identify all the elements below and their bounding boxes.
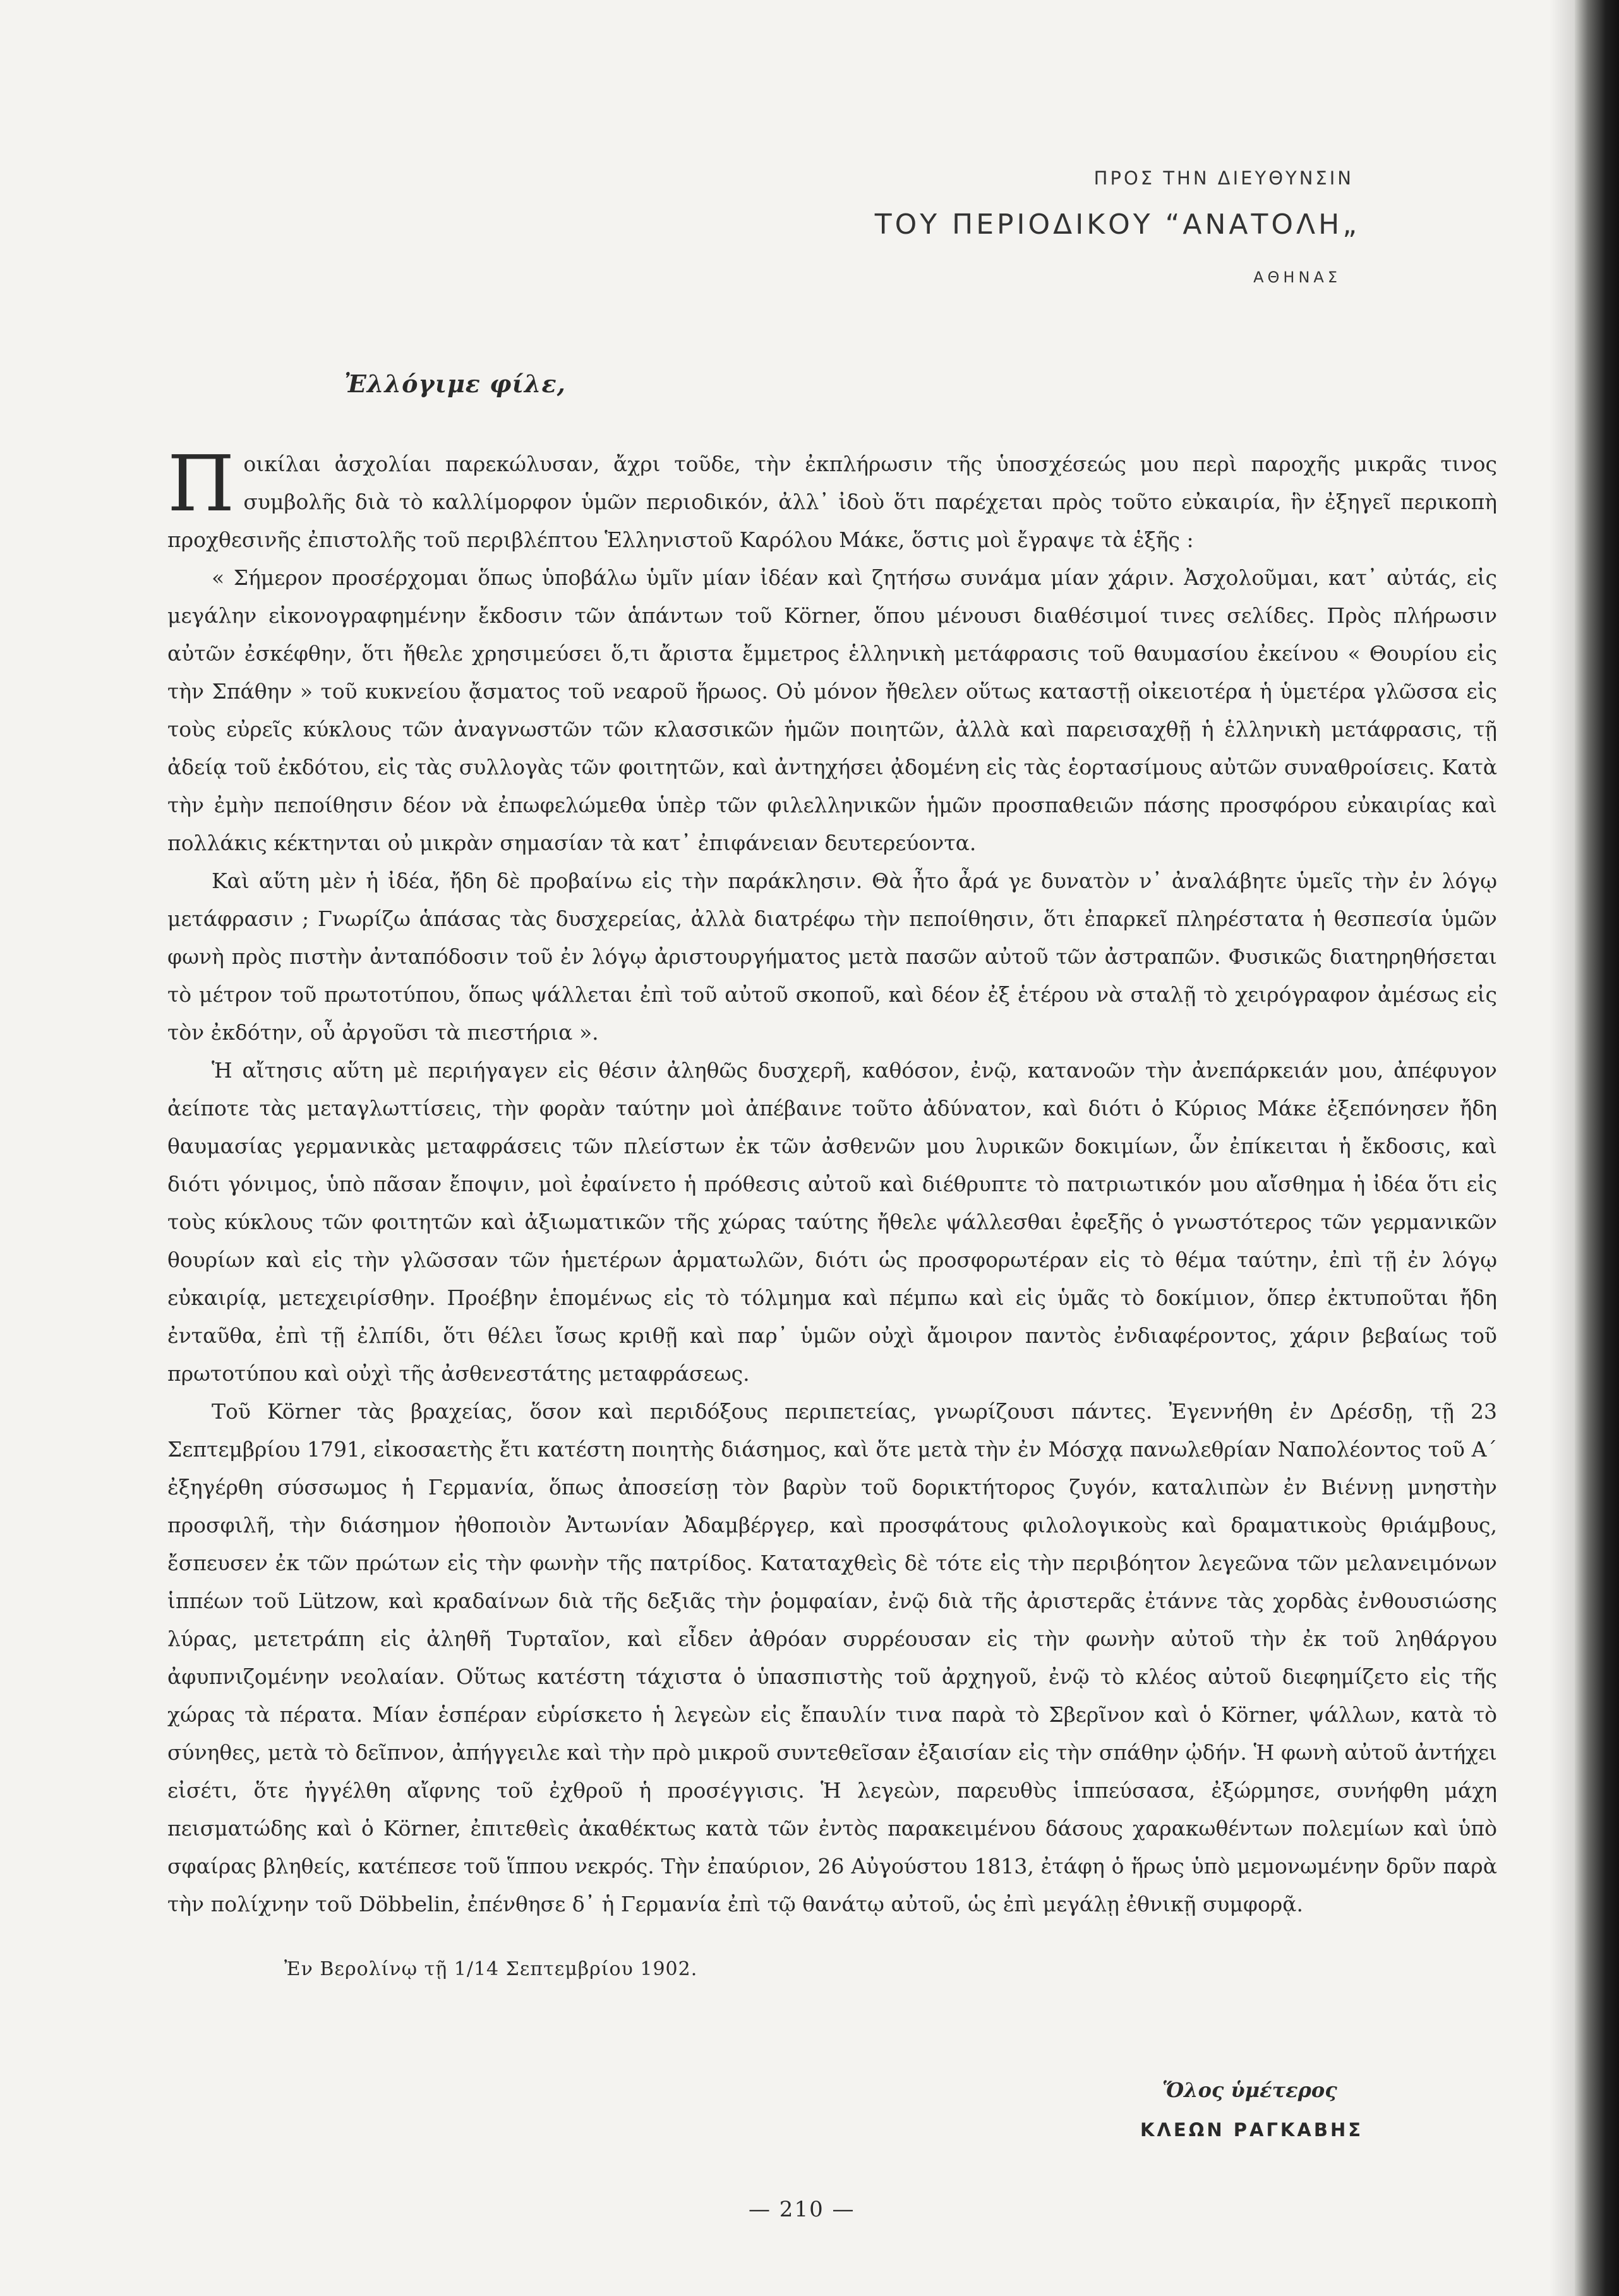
dateline: Ἐν Βερολίνῳ τῇ 1/14 Σεπτεμβρίου 1902. — [284, 1958, 698, 1980]
letter-body — [167, 439, 1497, 1923]
paragraph-3: Καὶ αὕτη μὲν ἡ ἰδέα, ἤδη δὲ προβαίνω εἰς τὴν παράκλησιν. Θὰ ἦτο ἆρά γε δυνατὸν ν᾽ ἀναλάβητε ὑμεῖς τὴν ἐν λόγῳ μετάφρασιν ; Γνωρίζω ἁπάσας τὰς δυσχερείας, ἀλλὰ διατρέφω τὴν πεποίθησιν, ὅτι ἐπαρκεῖ πληρέστατα ἡ θεσπεσία ὑμῶν φωνὴ πρὸς πιστὴν ἀνταπόδοσιν τοῦ ἐν λόγῳ ἀριστουργήματος μετὰ πασῶν αὐτοῦ τῶν ἀστραπῶν. Φυσικῶς διατηρηθήσεται τὸ μέτρον τοῦ πρωτοτύπου, ὅπως ψάλλεται ἐπὶ τοῦ αὐτοῦ σκοποῦ, καὶ δέον ἐξ ἑτέρου νὰ σταλῇ τὸ χειρόγραφον ἀμέσως εἰς τὸν ἐκδότην, οὗ ἀργοῦσι τὰ πιεστήρια ». — [167, 869, 1497, 1045]
salutation: Ἐλλόγιμε φίλε, — [344, 370, 566, 398]
paragraph-5: Τοῦ Körner τὰς βραχείας, ὅσον καὶ περιδόξους περιπετείας, γνωρίζουσι πάντες. Ἐγεννήθη ἐν Δρέσδῃ, τῇ 23 Σεπτεμβρίου 1791, εἰκοσαετὴς ἔτι κατέστη ποιητὴς διάσημος, καὶ ὅτε μετὰ τὴν ἐν Μόσχᾳ πανωλεθρίαν Ναπολέοντος τοῦ Α´ ἐξηγέρθη σύσσωμος ἡ Γερμανία, ὅπως ἀποσείσῃ τὸν βαρὺν τοῦ δορικτήτορος ζυγόν, καταλιπὼν ἐν Βιέννῃ μνηστὴν προσφιλῆ, τὴν διάσημον ἠθοποιὸν Ἀντωνίαν Ἀδαμβέργερ, καὶ προσφάτους φιλολογικοὺς καὶ δραματικοὺς θριάμβους, ἔσπευσεν ἐκ τῶν πρώτων εἰς τὴν φωνὴν τῆς πατρίδος. Καταταχθεὶς δὲ τότε εἰς τὴν περιβόητον λεγεῶνα τῶν μελανειμόνων ἱππέων τοῦ Lützow, καὶ κραδαίνων διὰ τῆς δεξιᾶς τὴν ῥομφαίαν, ἐνῷ διὰ τῆς ἀριστερᾶς ἐτάννε τὰς χορδὰς ἐνθουσιώσης λύρας, μετετράπη εἰς ἀληθῆ Τυρταῖον, καὶ εἶδεν ἀθρόαν συρρέουσαν εἰς τὴν φωνὴν αὐτοῦ τὴν ἐκ τοῦ ληθάργου ἀφυπνιζομένην νεολαίαν. Οὕτως κατέστη τάχιστα ὁ ὑπασπιστὴς τοῦ ἀρχηγοῦ, ἐνῷ τὸ κλέος αὐτοῦ διεφημίζετο εἰς τῆς χώρας τὰ πέρατα. Μίαν ἑσπέραν εὑρίσκετο ἡ λεγεὼν εἰς ἔπαυλίν τινα παρὰ τὸ Σβερῖνον καὶ ὁ Körner, ψάλλων, κατὰ τὸ σύνηθες, μετὰ τὸ δεῖπνον, ἀπήγγειλε καὶ τὴν πρὸ μικροῦ συντεθεῖσαν ἐξαισίαν εἰς τὴν σπάθην ᾠδήν. Ἡ φωνὴ αὐτοῦ ἀντήχει εἰσέτι, ὅτε ἠγγέλθη αἴφνης τοῦ ἐχθροῦ ἡ προσέγγισις. Ἡ λεγεὼν, παρευθὺς ἱππεύσασα, ἐξώρμησε, συνήφθη μάχη πεισματώδης καὶ ὁ Körner, ἐπιτεθεὶς ἀκαθέκτως κατὰ τῶν ἐντὸς παρακειμένου δάσους χαρακωθέντων πολεμίων καὶ ὑπὸ σφαίρας βληθείς, κατέπεσε τοῦ ἵππου νεκρός. Τὴν ἐπαύριον, 26 Αὐγούστου 1813, ἐτάφη ὁ ἥρως ὑπὸ μεμονωμένην δρῦν παρὰ τὴν πολίχνην τοῦ Döbbelin, ἐπένθησε δ᾽ ἡ Γερμανία ἐπὶ τῷ θανάτῳ αὐτοῦ, ὡς ἐπὶ μεγάλῃ ἐθνικῇ συμφορᾷ. — [167, 1399, 1497, 1916]
closing: Ὅλος ὑμέτερος — [1162, 2078, 1337, 2102]
paragraph-4: Ἡ αἴτησις αὕτη μὲ περιήγαγεν εἰς θέσιν ἀληθῶς δυσχερῆ, καθόσον, ἐνῷ, κατανοῶν τὴν ἀνεπάρκειάν μου, ἀπέφυγον ἀείποτε τὰς μεταγλωττίσεις, τὴν φορὰν ταύτην μοὶ ἀπέβαινε τοῦτο ἀδύνατον, καὶ διότι ὁ Κύριος Μάκε ἐξεπόνησεν ἤδη θαυμασίας γερμανικὰς μεταφράσεις τῶν πλείστων ἐκ τῶν ἀσθενῶν μου λυρικῶν δοκιμίων, ὧν ἐπίκειται ἡ ἔκδοσις, καὶ διότι γόνιμος, ὑπὸ πᾶσαν ἔποψιν, μοὶ ἐφαίνετο ἡ πρόθεσις αὐτοῦ καὶ διέθρυπτε τὸ πατριωτικόν μου αἴσθημα ἡ ἰδέα ὅτι εἰς τοὺς κύκλους τῶν φοιτητῶν καὶ ἀξιωματικῶν τῆς χώρας ταύτης ἤθελε ψάλλεσθαι ἐφεξῆς ὁ γνωστότερος τῶν γερμανικῶν θουρίων καὶ εἰς τὴν γλῶσσαν τῶν ἡμετέρων ἁρματωλῶν, διότι ὡς προσφορωτέραν εἰς τὸ θέμα ταύτην, ἐπὶ τῇ ἐν λόγῳ εὐκαιρίᾳ, μετεχειρίσθην. Προέβην ἑπομένως εἰς τὸ τόλμημα καὶ πέμπω καὶ εἰς ὑμᾶς τὸ δοκίμιον, ὅπερ ἐκτυποῦται ἤδη ἐνταῦθα, ἐπὶ τῇ ἐλπίδι, ὅτι θέλει ἴσως κριθῇ καὶ παρ᾽ ὑμῶν οὐχὶ ἄμοιρον παντὸς ἐνδιαφέροντος, χάριν βεβαίως τοῦ πρωτοτύπου καὶ οὐχὶ τῆς ἀσθενεστάτης μεταφράσεως. — [167, 1058, 1497, 1386]
page-number: — 210 — — [749, 2197, 855, 2222]
paragraph-2: « Σήμερον προσέρχομαι ὅπως ὑποβάλω ὑμῖν μίαν ἰδέαν καὶ ζητήσω συνάμα μίαν χάριν. Ἀσχολοῦμαι, κατ᾽ αὐτάς, εἰς μεγάλην εἰκονογραφημένην ἔκδοσιν τῶν ἁπάντων τοῦ Körner, ὅπου μένουσι διαθέσιμοί τινες σελίδες. Πρὸς πλήρωσιν αὐτῶν ἐσκέφθην, ὅτι ἤθελε χρησιμεύσει ὅ,τι ἄριστα ἔμμετρος ἑλληνικὴ μετάφρασις τοῦ θαυμασίου ἐκείνου « Θουρίου εἰς τὴν Σπάθην » τοῦ κυκνείου ᾄσματος τοῦ νεαροῦ ἥρωος. Οὐ μόνον ἤθελεν οὕτως καταστῇ οἰκειοτέρα ἡ ὑμετέρα γλῶσσα εἰς τοὺς εὐρεῖς κύκλους τῶν ἀναγνωστῶν τῶν κλασσικῶν ἡμῶν ποιητῶν, ἀλλὰ καὶ παρεισαχθῇ ἡ ἑλληνικὴ μετάφρασις, τῇ ἀδείᾳ τοῦ ἐκδότου, εἰς τὰς συλλογὰς τῶν φοιτητῶν, καὶ ἀντηχήσει ᾀδομένη εἰς τὰς ἑορτασίμους αὐτῶν συναθροίσεις. Κατὰ τὴν ἐμὴν πεποίθησιν δέον νὰ ἐπωφελώμεθα ὑπὲρ τῶν φιλελληνικῶν ἡμῶν προσπαθειῶν πάσης προσφόρου εὐκαιρίας καὶ πολλάκις κέκτηνται οὐ μικρὰν σημασίαν τὰ κατ᾽ ἐπιφάνειαν δευτερεύοντα. — [167, 565, 1497, 855]
address-line-3: ΑΘΗΝΑΣ — [1253, 268, 1341, 286]
paragraph-1-text: οικίλαι ἀσχολίαι παρεκώλυσαν, ἄχρι τοῦδε, τὴν ἐκπλήρωσιν τῆς ὑποσχέσεώς μου περὶ παροχῆς μικρᾶς τινος συμβολῆς διὰ τὸ καλλίμορφον ὑμῶν περιοδικόν, ἀλλ᾽ ἰδοὺ ὅτι παρέχεται πρὸς τοῦτο εὐκαιρία, ἣν ἐξηγεῖ περικοπὴ προχθεσινῆς ἐπιστολῆς τοῦ περιβλέπτου Ἑλληνιστοῦ Καρόλου Μάκε, ὅστις μοὶ ἔγραψε τὰ ἑξῆς : — [167, 452, 1497, 552]
address-line-1: ΠΡΟΣ ΤΗΝ ΔΙΕΥΘΥΝΣΙΝ — [1093, 167, 1354, 189]
binding-shadow-inner — [1550, 0, 1575, 2296]
paragraph-1 — [167, 439, 1497, 559]
binding-shadow — [1575, 0, 1619, 2296]
address-line-2: ΤΟΥ ΠΕΡΙΟΔΙΚΟΥ “ΑΝΑΤΟΛΗ„ — [874, 208, 1360, 241]
signature: ΚΛΕΩΝ ΡΑΓΚΑΒΗΣ — [1140, 2119, 1364, 2141]
drop-cap: Π — [167, 439, 235, 529]
